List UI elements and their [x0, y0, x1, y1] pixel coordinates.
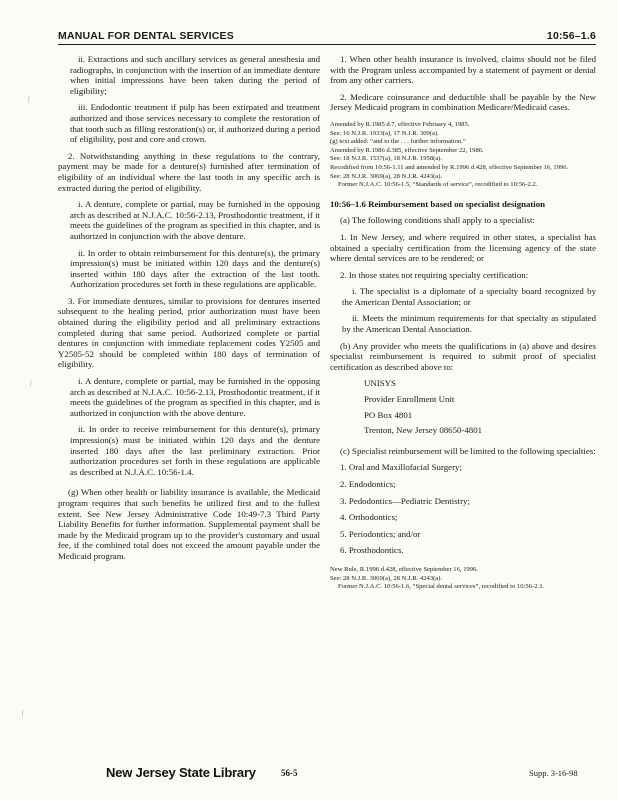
address-line: PO Box 4801: [364, 409, 413, 420]
specialty-item: 6. Prosthodontics.: [340, 545, 404, 556]
paragraph: 2. Notwithstanding anything in these regulations to the contrary, payment may be made for a denture(s) furnished after termination of eligibility of an individual where the last tooth in any specific arch is extracted during the period of eligibility.: [58, 150, 320, 193]
paragraph: (c) Specialist reimbursement will be limited to the following specialties:: [340, 445, 596, 456]
margin-mark: ⁄: [25, 94, 32, 104]
history-note: Recodified from 10:56-1.11 and amended by R.1996 d.428, effective September 16, 1996.: [330, 163, 569, 171]
specialty-item: 2. Endodontics;: [340, 479, 396, 489]
paragraph: (a) The following conditions shall apply to a specialist:: [340, 215, 535, 226]
paragraph: (b) Any provider who meets the qualifications in (a) above and desires specialist reimbursement is required to submit proof of specialist certification as described above to:: [330, 340, 596, 372]
margin-mark: ⁄: [19, 708, 26, 718]
supplement-date: Supp. 3-16-98: [529, 768, 578, 778]
paragraph: 2. In those states not requiring specialty certification:: [340, 269, 529, 280]
manual-title: MANUAL FOR DENTAL SERVICES: [58, 30, 234, 42]
mailing-address: [330, 378, 596, 435]
left-column: [58, 54, 320, 568]
history-note: Former N.J.A.C. 10:56-1.6, “Special dental services”, recodified to 10:56-2.3.: [338, 583, 545, 591]
paragraph: i. The specialist is a diplomate of a specialty board recognized by the American Dental Association; or: [342, 286, 596, 307]
margin-mark: ⁄: [27, 378, 34, 388]
history-note: Amended by R.1986 d.385, effective September 22, 1986.: [330, 146, 484, 154]
address-line: UNISYS: [364, 378, 396, 389]
specialty-item: 1. Oral and Maxillofacial Surgery;: [340, 462, 462, 473]
paragraph: ii. In order to obtain reimbursement for this denture(s), the primary impression(s) must be initiated within 120 days and the denture(s) inserted within 180 days after the extraction of the last tooth. Authorization procedures set forth in these regulations are applicable.: [70, 247, 320, 290]
section-heading: 10:56–1.6 Reimbursement based on specialist designation: [330, 198, 546, 209]
paragraph: i. A denture, complete or partial, may be furnished in the opposing arch as described at N.J.A.C. 10:56-2.13, Prosthodontic treatment, if it meets the guidelines of the program as specified in this chapter, and is authorized in conjunction with the above denture.: [70, 199, 320, 241]
specialty-item: 4. Orthodontics;: [340, 512, 398, 523]
history-note: See: 16 N.J.R. 1933(a), 17 N.J.R. 309(a).: [330, 129, 439, 137]
address-line: Provider Enrollment Unit: [364, 394, 455, 405]
right-column: [330, 54, 596, 592]
library-stamp: New Jersey State Library: [106, 765, 256, 780]
paragraph: 1. In New Jersey, and where required in other states, a specialist has obtained a specialty certification from the licensing agency of the state where dental services are to be rendered; or: [330, 231, 596, 264]
address-line: Trenton, New Jersey 08650-4801: [364, 425, 483, 436]
paragraph: (g) When other health or liability insurance is available, the Medicaid program requires that such benefits be utilized first and to the fullest extent. See New Jersey Administrative Code 10:49-7.3 Third Party Liability Benefits for further information. Supplemental payment shall be made by the Medicaid program up to the provider's customary and usual fee, if the combined total does not exceed the amount payable under the Medicaid program.: [58, 487, 320, 561]
history-note: See: 28 N.J.R. 3069(a), 28 N.J.R. 4243(a).: [330, 574, 443, 582]
history-note: New Rule, R.1996 d.428, effective September 16, 1996.: [330, 565, 479, 573]
history-notes: [330, 121, 596, 189]
paragraph: 2. Medicare coinsurance and deductible shall be payable by the New Jersey Medicaid program in combination Medicare/Medicaid cases.: [330, 91, 596, 113]
paragraph: ii. Extractions and such ancillary services as general anesthesia and radiographs, in conjunction with the insertion of an immediate denture when initial impressions have been taken during the period of eligibility;: [70, 54, 320, 96]
running-header: [58, 28, 596, 45]
section-number: 10:56–1.6: [546, 30, 596, 42]
paragraph: ii. In order to receive reimbursement for this denture(s), primary impression(s) must be initiated within 120 days and the denture inserted 180 days after the last preliminary extraction. Prior authorization procedures set forth in these regulations are applicable as described at N.J.A.C. 10:56-1.4.: [70, 424, 320, 477]
history-note: (g) text added: “and to the . . . further information.”: [330, 138, 466, 146]
paragraph: ii. Meets the minimum requirements for that specialty as stipulated by the American Dental Association.: [342, 313, 596, 335]
specialty-item: 3. Pedodontics—Pediatric Dentistry;: [340, 495, 470, 506]
history-note: Former N.J.A.C. 10:56-1.5, “Standards of service”, recodified to 10:56-2.2.: [338, 181, 538, 189]
history-note: See: 18 N.J.R. 1537(a), 18 N.J.R. 1958(a).: [330, 155, 443, 163]
page-number: 56-5: [281, 768, 298, 778]
specialty-item: 5. Periodontics; and/or: [340, 528, 421, 539]
paragraph: iii. Endodontic treatment if pulp has been extirpated and treatment authorized and those services necessary to complete the restoration of that tooth such as filling restoration(s) or, if authorized during a period of eligibility, post and core and crown.: [70, 102, 320, 145]
paragraph: i. A denture, complete or partial, may be furnished in the opposing arch as described at N.J.A.C. 10:56-2.13, Prosthodontic treatment, if it meets the guidelines of the program as specified in this chapter, and is authorized in conjunction with the above denture.: [70, 376, 320, 418]
history-note: Amended by R.1985 d.7, effective February 4, 1985.: [330, 120, 470, 128]
paragraph: 1. When other health insurance is involved, claims should not be filed with the Program unless accompanied by a statement of payment or denial from any other carriers.: [330, 54, 596, 86]
paragraph: 3. For immediate dentures, similar to provisions for dentures inserted subsequent to the healing period, prior authorization must have been obtained during the eligibility period and all preliminary extractions completed during that same period. Authorized complete or partial dentures in conjunction with immediate replacement codes Y2505 and Y2505-52 should be completed within 180 days of termination of eligibility.: [58, 295, 320, 370]
history-notes: [330, 566, 596, 591]
history-note: See: 28 N.J.R. 3069(a), 28 N.J.R. 4243(a).: [330, 172, 443, 180]
